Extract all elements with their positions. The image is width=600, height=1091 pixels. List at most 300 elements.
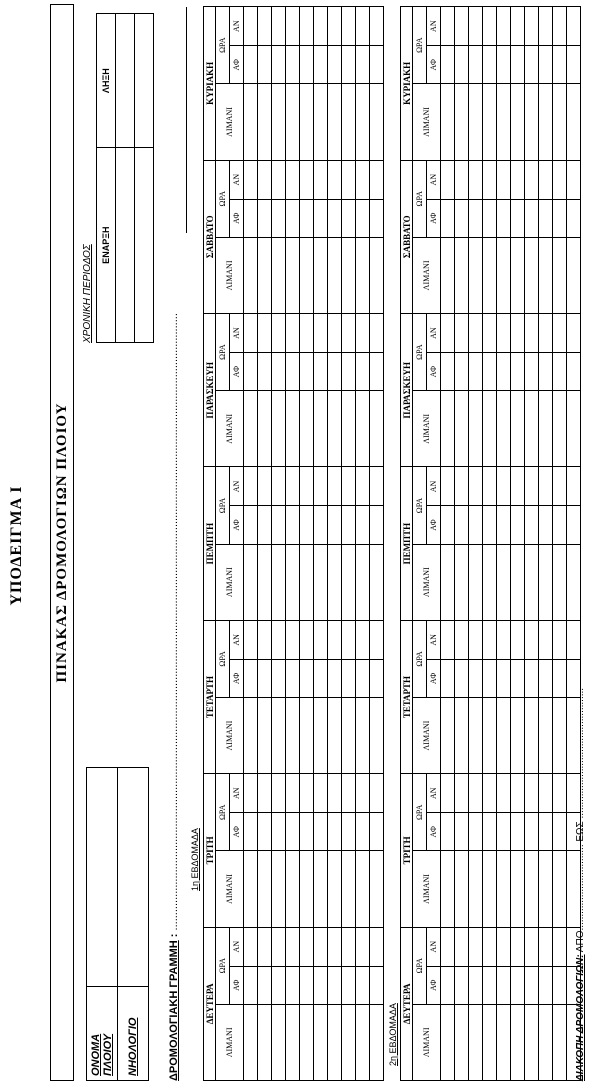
- entry-cell[interactable]: [300, 1004, 314, 1080]
- entry-cell[interactable]: [356, 774, 370, 813]
- entry-cell[interactable]: [314, 467, 328, 506]
- entry-cell[interactable]: [497, 966, 511, 1004]
- entry-cell[interactable]: [455, 698, 469, 774]
- entry-cell[interactable]: [469, 927, 483, 966]
- entry-cell[interactable]: [356, 353, 370, 391]
- entry-cell[interactable]: [553, 46, 567, 84]
- entry-cell[interactable]: [469, 544, 483, 620]
- entry-cell[interactable]: [356, 966, 370, 1004]
- entry-cell[interactable]: [441, 506, 455, 544]
- entry-cell[interactable]: [286, 927, 300, 966]
- entry-cell[interactable]: [469, 506, 483, 544]
- entry-cell[interactable]: [539, 813, 553, 851]
- entry-cell[interactable]: [483, 1004, 497, 1080]
- entry-cell[interactable]: [525, 544, 539, 620]
- entry-cell[interactable]: [469, 467, 483, 506]
- entry-cell[interactable]: [286, 698, 300, 774]
- entry-cell[interactable]: [567, 160, 581, 199]
- entry-cell[interactable]: [300, 46, 314, 84]
- entry-cell[interactable]: [511, 774, 525, 813]
- entry-cell[interactable]: [244, 199, 258, 237]
- entry-cell[interactable]: [553, 160, 567, 199]
- entry-cell[interactable]: [511, 851, 525, 927]
- entry-cell[interactable]: [469, 813, 483, 851]
- entry-cell[interactable]: [244, 544, 258, 620]
- entry-cell[interactable]: [455, 851, 469, 927]
- entry-cell[interactable]: [258, 314, 272, 353]
- entry-cell[interactable]: [356, 84, 370, 160]
- entry-cell[interactable]: [483, 391, 497, 467]
- entry-cell[interactable]: [286, 391, 300, 467]
- entry-cell[interactable]: [525, 506, 539, 544]
- entry-cell[interactable]: [483, 160, 497, 199]
- entry-cell[interactable]: [525, 851, 539, 927]
- entry-cell[interactable]: [539, 620, 553, 659]
- entry-cell[interactable]: [441, 314, 455, 353]
- entry-cell[interactable]: [244, 391, 258, 467]
- entry-cell[interactable]: [441, 46, 455, 84]
- entry-cell[interactable]: [370, 927, 384, 966]
- entry-cell[interactable]: [342, 314, 356, 353]
- entry-cell[interactable]: [511, 353, 525, 391]
- entry-cell[interactable]: [511, 467, 525, 506]
- entry-cell[interactable]: [258, 237, 272, 313]
- entry-cell[interactable]: [272, 84, 286, 160]
- entry-cell[interactable]: [356, 927, 370, 966]
- entry-cell[interactable]: [455, 314, 469, 353]
- entry-cell[interactable]: [328, 46, 342, 84]
- entry-cell[interactable]: [244, 698, 258, 774]
- entry-cell[interactable]: [553, 851, 567, 927]
- entry-cell[interactable]: [497, 199, 511, 237]
- entry-cell[interactable]: [286, 467, 300, 506]
- entry-cell[interactable]: [441, 84, 455, 160]
- entry-cell[interactable]: [511, 237, 525, 313]
- entry-cell[interactable]: [455, 927, 469, 966]
- entry-cell[interactable]: [244, 46, 258, 84]
- entry-cell[interactable]: [300, 314, 314, 353]
- entry-cell[interactable]: [370, 353, 384, 391]
- entry-cell[interactable]: [455, 620, 469, 659]
- entry-cell[interactable]: [370, 698, 384, 774]
- route-dots[interactable]: ..........................................................................................................................................................................................................: [168, 313, 180, 931]
- entry-cell[interactable]: [441, 237, 455, 313]
- entry-cell[interactable]: [455, 544, 469, 620]
- entry-cell[interactable]: [300, 353, 314, 391]
- entry-cell[interactable]: [300, 199, 314, 237]
- entry-cell[interactable]: [511, 544, 525, 620]
- entry-cell[interactable]: [483, 851, 497, 927]
- entry-cell[interactable]: [455, 659, 469, 697]
- period-start-field[interactable]: [135, 148, 154, 343]
- entry-cell[interactable]: [511, 46, 525, 84]
- entry-cell[interactable]: [356, 467, 370, 506]
- entry-cell[interactable]: [441, 544, 455, 620]
- entry-cell[interactable]: [314, 506, 328, 544]
- entry-cell[interactable]: [328, 391, 342, 467]
- entry-cell[interactable]: [525, 698, 539, 774]
- entry-cell[interactable]: [553, 7, 567, 46]
- entry-cell[interactable]: [328, 927, 342, 966]
- entry-cell[interactable]: [539, 927, 553, 966]
- entry-cell[interactable]: [370, 544, 384, 620]
- entry-cell[interactable]: [370, 966, 384, 1004]
- entry-cell[interactable]: [441, 774, 455, 813]
- entry-cell[interactable]: [272, 160, 286, 199]
- entry-cell[interactable]: [244, 659, 258, 697]
- entry-cell[interactable]: [469, 237, 483, 313]
- entry-cell[interactable]: [356, 698, 370, 774]
- entry-cell[interactable]: [511, 199, 525, 237]
- entry-cell[interactable]: [272, 927, 286, 966]
- entry-cell[interactable]: [272, 813, 286, 851]
- entry-cell[interactable]: [497, 84, 511, 160]
- entry-cell[interactable]: [539, 160, 553, 199]
- entry-cell[interactable]: [441, 966, 455, 1004]
- entry-cell[interactable]: [553, 506, 567, 544]
- entry-cell[interactable]: [286, 46, 300, 84]
- entry-cell[interactable]: [314, 314, 328, 353]
- entry-cell[interactable]: [342, 353, 356, 391]
- entry-cell[interactable]: [244, 7, 258, 46]
- entry-cell[interactable]: [497, 353, 511, 391]
- entry-cell[interactable]: [469, 620, 483, 659]
- entry-cell[interactable]: [314, 160, 328, 199]
- entry-cell[interactable]: [300, 84, 314, 160]
- entry-cell[interactable]: [244, 237, 258, 313]
- entry-cell[interactable]: [497, 506, 511, 544]
- entry-cell[interactable]: [286, 314, 300, 353]
- entry-cell[interactable]: [342, 84, 356, 160]
- entry-cell[interactable]: [441, 353, 455, 391]
- entry-cell[interactable]: [286, 353, 300, 391]
- entry-cell[interactable]: [258, 774, 272, 813]
- entry-cell[interactable]: [300, 467, 314, 506]
- entry-cell[interactable]: [483, 620, 497, 659]
- entry-cell[interactable]: [342, 199, 356, 237]
- entry-cell[interactable]: [286, 506, 300, 544]
- entry-cell[interactable]: [286, 237, 300, 313]
- entry-cell[interactable]: [483, 544, 497, 620]
- entry-cell[interactable]: [244, 813, 258, 851]
- entry-cell[interactable]: [497, 851, 511, 927]
- entry-cell[interactable]: [497, 620, 511, 659]
- entry-cell[interactable]: [469, 851, 483, 927]
- entry-cell[interactable]: [553, 659, 567, 697]
- entry-cell[interactable]: [483, 199, 497, 237]
- entry-cell[interactable]: [455, 391, 469, 467]
- entry-cell[interactable]: [342, 659, 356, 697]
- entry-cell[interactable]: [342, 46, 356, 84]
- entry-cell[interactable]: [258, 391, 272, 467]
- entry-cell[interactable]: [525, 84, 539, 160]
- entry-cell[interactable]: [342, 698, 356, 774]
- entry-cell[interactable]: [497, 46, 511, 84]
- entry-cell[interactable]: [539, 391, 553, 467]
- entry-cell[interactable]: [342, 544, 356, 620]
- entry-cell[interactable]: [300, 659, 314, 697]
- entry-cell[interactable]: [567, 620, 581, 659]
- entry-cell[interactable]: [272, 237, 286, 313]
- entry-cell[interactable]: [511, 506, 525, 544]
- entry-cell[interactable]: [258, 199, 272, 237]
- entry-cell[interactable]: [553, 1004, 567, 1080]
- entry-cell[interactable]: [539, 7, 553, 46]
- entry-cell[interactable]: [370, 774, 384, 813]
- entry-cell[interactable]: [567, 84, 581, 160]
- entry-cell[interactable]: [328, 966, 342, 1004]
- entry-cell[interactable]: [370, 160, 384, 199]
- entry-cell[interactable]: [469, 1004, 483, 1080]
- entry-cell[interactable]: [441, 1004, 455, 1080]
- entry-cell[interactable]: [567, 199, 581, 237]
- entry-cell[interactable]: [539, 506, 553, 544]
- entry-cell[interactable]: [469, 46, 483, 84]
- entry-cell[interactable]: [441, 160, 455, 199]
- entry-cell[interactable]: [469, 84, 483, 160]
- entry-cell[interactable]: [455, 84, 469, 160]
- entry-cell[interactable]: [342, 391, 356, 467]
- entry-cell[interactable]: [258, 7, 272, 46]
- entry-cell[interactable]: [567, 544, 581, 620]
- entry-cell[interactable]: [328, 851, 342, 927]
- entry-cell[interactable]: [511, 7, 525, 46]
- entry-cell[interactable]: [455, 774, 469, 813]
- entry-cell[interactable]: [441, 851, 455, 927]
- entry-cell[interactable]: [553, 813, 567, 851]
- entry-cell[interactable]: [553, 391, 567, 467]
- entry-cell[interactable]: [497, 467, 511, 506]
- entry-cell[interactable]: [286, 7, 300, 46]
- entry-cell[interactable]: [300, 698, 314, 774]
- entry-cell[interactable]: [483, 314, 497, 353]
- entry-cell[interactable]: [328, 620, 342, 659]
- entry-cell[interactable]: [539, 774, 553, 813]
- entry-cell[interactable]: [567, 7, 581, 46]
- entry-cell[interactable]: [258, 544, 272, 620]
- entry-cell[interactable]: [455, 160, 469, 199]
- entry-cell[interactable]: [286, 160, 300, 199]
- entry-cell[interactable]: [441, 659, 455, 697]
- entry-cell[interactable]: [553, 314, 567, 353]
- entry-cell[interactable]: [244, 966, 258, 1004]
- entry-cell[interactable]: [300, 237, 314, 313]
- entry-cell[interactable]: [342, 160, 356, 199]
- entry-cell[interactable]: [342, 620, 356, 659]
- entry-cell[interactable]: [525, 46, 539, 84]
- entry-cell[interactable]: [342, 506, 356, 544]
- entry-cell[interactable]: [567, 237, 581, 313]
- entry-cell[interactable]: [511, 84, 525, 160]
- entry-cell[interactable]: [328, 506, 342, 544]
- entry-cell[interactable]: [525, 966, 539, 1004]
- entry-cell[interactable]: [511, 1004, 525, 1080]
- entry-cell[interactable]: [356, 391, 370, 467]
- entry-cell[interactable]: [370, 84, 384, 160]
- entry-cell[interactable]: [511, 391, 525, 467]
- entry-cell[interactable]: [300, 774, 314, 813]
- entry-cell[interactable]: [525, 659, 539, 697]
- entry-cell[interactable]: [244, 851, 258, 927]
- entry-cell[interactable]: [370, 7, 384, 46]
- entry-cell[interactable]: [469, 7, 483, 46]
- entry-cell[interactable]: [342, 813, 356, 851]
- entry-cell[interactable]: [525, 927, 539, 966]
- registry-field[interactable]: [118, 768, 149, 987]
- entry-cell[interactable]: [370, 1004, 384, 1080]
- entry-cell[interactable]: [314, 1004, 328, 1080]
- entry-cell[interactable]: [483, 467, 497, 506]
- entry-cell[interactable]: [441, 813, 455, 851]
- entry-cell[interactable]: [370, 506, 384, 544]
- entry-cell[interactable]: [370, 659, 384, 697]
- entry-cell[interactable]: [342, 237, 356, 313]
- entry-cell[interactable]: [483, 353, 497, 391]
- entry-cell[interactable]: [300, 7, 314, 46]
- entry-cell[interactable]: [511, 620, 525, 659]
- entry-cell[interactable]: [244, 927, 258, 966]
- entry-cell[interactable]: [244, 84, 258, 160]
- entry-cell[interactable]: [455, 237, 469, 313]
- entry-cell[interactable]: [483, 84, 497, 160]
- entry-cell[interactable]: [314, 851, 328, 927]
- period-end-field[interactable]: [135, 14, 154, 148]
- entry-cell[interactable]: [539, 698, 553, 774]
- entry-cell[interactable]: [511, 314, 525, 353]
- entry-cell[interactable]: [286, 659, 300, 697]
- entry-cell[interactable]: [539, 1004, 553, 1080]
- entry-cell[interactable]: [497, 544, 511, 620]
- entry-cell[interactable]: [455, 1004, 469, 1080]
- entry-cell[interactable]: [272, 391, 286, 467]
- interruption-to[interactable]: ΕΩΣ ...............................................: [575, 687, 586, 842]
- entry-cell[interactable]: [272, 774, 286, 813]
- entry-cell[interactable]: [272, 199, 286, 237]
- entry-cell[interactable]: [328, 7, 342, 46]
- entry-cell[interactable]: [314, 927, 328, 966]
- entry-cell[interactable]: [286, 84, 300, 160]
- entry-cell[interactable]: [356, 7, 370, 46]
- entry-cell[interactable]: [525, 467, 539, 506]
- entry-cell[interactable]: [525, 237, 539, 313]
- entry-cell[interactable]: [342, 467, 356, 506]
- entry-cell[interactable]: [356, 199, 370, 237]
- entry-cell[interactable]: [497, 391, 511, 467]
- entry-cell[interactable]: [567, 391, 581, 467]
- entry-cell[interactable]: [272, 353, 286, 391]
- entry-cell[interactable]: [553, 927, 567, 966]
- entry-cell[interactable]: [441, 620, 455, 659]
- entry-cell[interactable]: [314, 966, 328, 1004]
- entry-cell[interactable]: [272, 966, 286, 1004]
- entry-cell[interactable]: [258, 467, 272, 506]
- entry-cell[interactable]: [272, 46, 286, 84]
- entry-cell[interactable]: [328, 237, 342, 313]
- entry-cell[interactable]: [483, 966, 497, 1004]
- entry-cell[interactable]: [258, 966, 272, 1004]
- entry-cell[interactable]: [328, 467, 342, 506]
- entry-cell[interactable]: [370, 467, 384, 506]
- entry-cell[interactable]: [469, 391, 483, 467]
- entry-cell[interactable]: [539, 353, 553, 391]
- entry-cell[interactable]: [300, 851, 314, 927]
- entry-cell[interactable]: [328, 199, 342, 237]
- entry-cell[interactable]: [244, 467, 258, 506]
- entry-cell[interactable]: [356, 46, 370, 84]
- entry-cell[interactable]: [441, 391, 455, 467]
- entry-cell[interactable]: [328, 659, 342, 697]
- entry-cell[interactable]: [553, 544, 567, 620]
- entry-cell[interactable]: [525, 813, 539, 851]
- entry-cell[interactable]: [258, 353, 272, 391]
- entry-cell[interactable]: [314, 391, 328, 467]
- entry-cell[interactable]: [286, 544, 300, 620]
- entry-cell[interactable]: [272, 659, 286, 697]
- entry-cell[interactable]: [314, 813, 328, 851]
- entry-cell[interactable]: [497, 813, 511, 851]
- entry-cell[interactable]: [356, 813, 370, 851]
- entry-cell[interactable]: [441, 927, 455, 966]
- entry-cell[interactable]: [483, 7, 497, 46]
- entry-cell[interactable]: [525, 314, 539, 353]
- entry-cell[interactable]: [553, 966, 567, 1004]
- entry-cell[interactable]: [497, 160, 511, 199]
- entry-cell[interactable]: [483, 927, 497, 966]
- entry-cell[interactable]: [511, 698, 525, 774]
- entry-cell[interactable]: [553, 84, 567, 160]
- entry-cell[interactable]: [356, 160, 370, 199]
- entry-cell[interactable]: [258, 506, 272, 544]
- entry-cell[interactable]: [356, 237, 370, 313]
- entry-cell[interactable]: [525, 7, 539, 46]
- entry-cell[interactable]: [244, 160, 258, 199]
- entry-cell[interactable]: [455, 506, 469, 544]
- entry-cell[interactable]: [469, 698, 483, 774]
- entry-cell[interactable]: [244, 1004, 258, 1080]
- entry-cell[interactable]: [258, 659, 272, 697]
- entry-cell[interactable]: [469, 353, 483, 391]
- entry-cell[interactable]: [441, 467, 455, 506]
- entry-cell[interactable]: [539, 851, 553, 927]
- entry-cell[interactable]: [314, 774, 328, 813]
- entry-cell[interactable]: [272, 467, 286, 506]
- entry-cell[interactable]: [258, 160, 272, 199]
- entry-cell[interactable]: [567, 46, 581, 84]
- entry-cell[interactable]: [286, 620, 300, 659]
- entry-cell[interactable]: [272, 314, 286, 353]
- entry-cell[interactable]: [483, 46, 497, 84]
- entry-cell[interactable]: [497, 1004, 511, 1080]
- entry-cell[interactable]: [314, 237, 328, 313]
- entry-cell[interactable]: [314, 84, 328, 160]
- entry-cell[interactable]: [567, 506, 581, 544]
- entry-cell[interactable]: [370, 237, 384, 313]
- entry-cell[interactable]: [497, 774, 511, 813]
- entry-cell[interactable]: [511, 813, 525, 851]
- entry-cell[interactable]: [342, 851, 356, 927]
- entry-cell[interactable]: [469, 199, 483, 237]
- entry-cell[interactable]: [244, 353, 258, 391]
- entry-cell[interactable]: [469, 160, 483, 199]
- entry-cell[interactable]: [356, 851, 370, 927]
- entry-cell[interactable]: [553, 467, 567, 506]
- entry-cell[interactable]: [370, 851, 384, 927]
- entry-cell[interactable]: [539, 84, 553, 160]
- entry-cell[interactable]: [328, 353, 342, 391]
- entry-cell[interactable]: [469, 314, 483, 353]
- entry-cell[interactable]: [539, 467, 553, 506]
- entry-cell[interactable]: [300, 506, 314, 544]
